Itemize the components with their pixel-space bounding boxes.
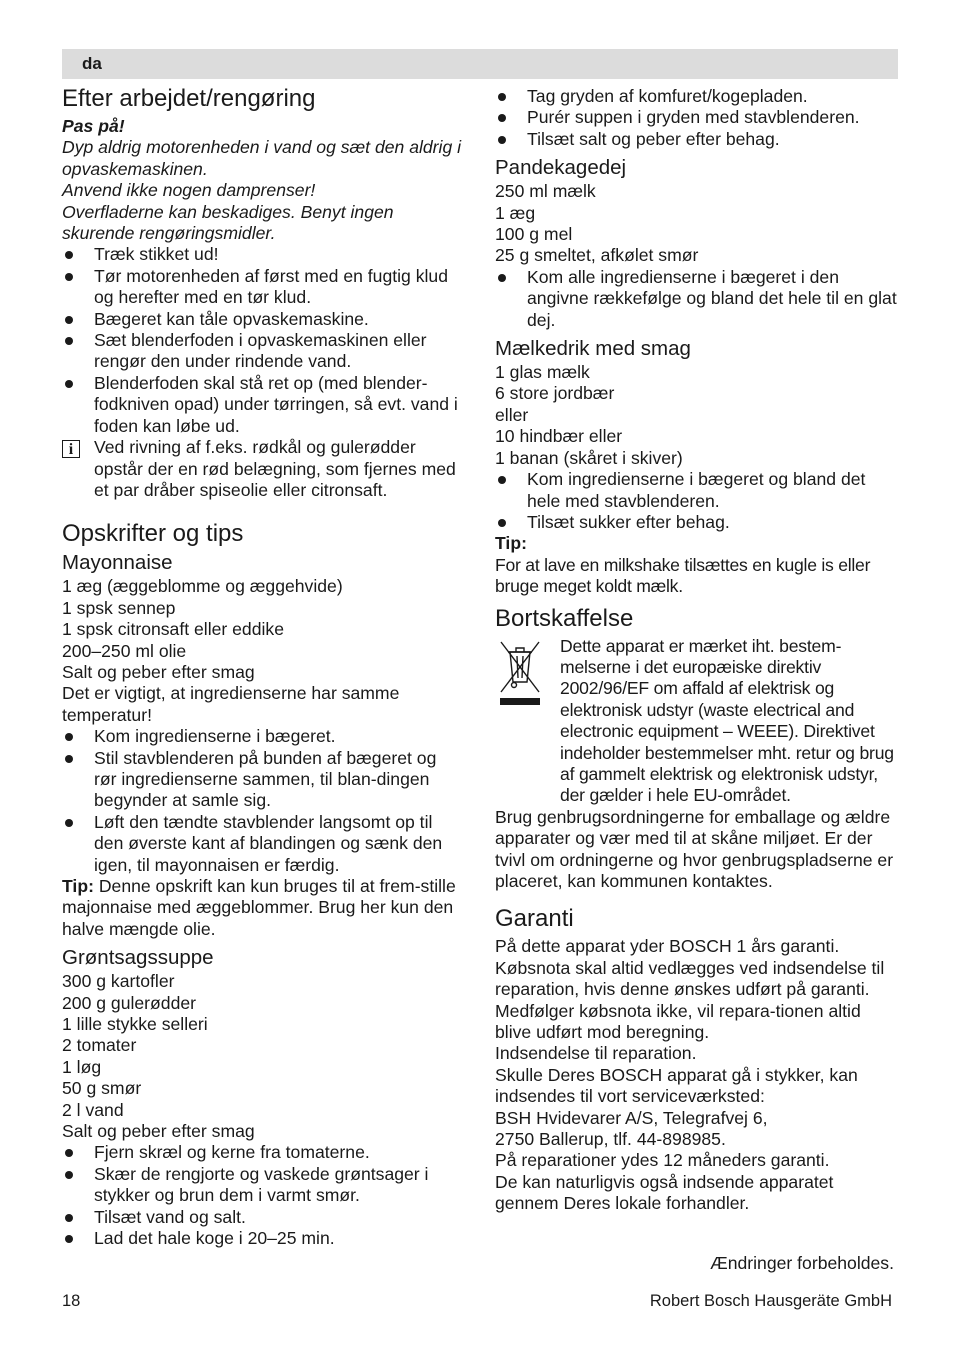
warning-line: Anvend ikke nogen damprenser! <box>62 180 316 201</box>
ingredient-line: Salt og peber efter smag <box>62 1121 255 1142</box>
ingredient-line: 1 spsk citronsaft eller eddike <box>62 619 284 640</box>
footer-company: Robert Bosch Hausgeräte GmbH <box>649 1292 892 1310</box>
info-note-text: Ved rivning af f.eks. rødkål og gulerødder opstår der en rød belægning, som fjernes med et par dråber spiseolie eller citronsaft. <box>94 437 456 500</box>
warranty-line: På reparationer ydes 12 måneders garanti. <box>495 1150 830 1171</box>
warranty-line: Skulle Deres BOSCH apparat gå i stykker, kan indsendes til vort serviceværksted: <box>495 1064 858 1107</box>
ingredient-line: 1 æg <box>495 202 536 223</box>
recipe-title-soup: Grøntsagssuppe <box>62 946 214 970</box>
info-note <box>62 437 462 501</box>
disposal-text: Dette apparat er mærket iht. bestem-melserne i det europæiske direktiv 2002/96/EF om affald af elektrisk og elektronisk udstyr (waste electrical and electronic equipment – WEEE). Direktivet indeholder bestemmelser mht. retur og brug af gammelt elektrisk og elektronisk udstyr, der gælder i hele EU-området. <box>560 635 894 806</box>
left-column <box>62 84 462 1250</box>
recipe-title-pancake: Pandekagedej <box>495 156 627 180</box>
ingredient-line: 25 g smeltet, afkølet smør <box>495 245 699 266</box>
recipe-title-mayonnaise: Mayonnaise <box>62 551 173 575</box>
list-item: Fjern skræl og kerne fra tomaterne. <box>62 1142 462 1163</box>
warning-line: Dyp aldrig motorenheden i vand og sæt den aldrig i opvaskemaskinen. <box>62 137 462 179</box>
info-i-icon: i <box>62 440 80 458</box>
ingredient-line: 1 æg (æggeblomme og æggehvide) <box>62 576 343 597</box>
list-item: Tør motorenheden af først med en fugtig klud og herefter med en tør klud. <box>62 266 462 309</box>
warranty-line: 2750 Ballerup, tlf. 44-898985. <box>495 1129 726 1150</box>
disposal-text-2: Brug genbrugsordningerne for emballage og ældre apparater og vær med til at skåne miljøet. Er der tvivl om ordningerne og hvor genbrugspladserne er placeret, kan kommunen kontaktes. <box>495 806 894 891</box>
ingredient-line: 50 g smør <box>62 1078 142 1099</box>
tip-text: Denne opskrift kan kun bruges til at frem-stille majonnaise med æggeblommer. Brug her kun den halve mængde olie. <box>62 876 456 939</box>
list-item: Tilsæt salt og peber efter behag. <box>495 129 900 150</box>
milkshake-steps <box>495 469 900 533</box>
tip-text: For at lave en milkshake tilsættes en kugle is eller bruge meget koldt mælk. <box>495 554 871 597</box>
ingredient-line: 6 store jordbær <box>495 383 615 404</box>
ingredient-line: 10 hindbær eller <box>495 426 623 447</box>
section-title-disposal: Bortskaffelse <box>495 604 634 632</box>
ingredient-line: 1 spsk sennep <box>62 597 176 618</box>
list-item: Stil stavblenderen på bunden af bægeret og rør ingredienserne sammen, til blan-dingen begynder at samle sig. <box>62 748 462 812</box>
warranty-line: På dette apparat yder BOSCH 1 års garanti. Købsnota skal altid vedlægges ved indsendelse til reparation, hvis denne ønskes udført på garanti. Medfølger købsnota ikke, vil repara-tionen altid blive udført mod beregning. <box>495 936 885 1043</box>
warranty-line: Indsendelse til reparation. <box>495 1043 697 1064</box>
list-item: Træk stikket ud! <box>62 244 462 265</box>
section-title-recipes: Opskrifter og tips <box>62 520 244 548</box>
list-item: Tilsæt vand og salt. <box>62 1207 462 1228</box>
language-bar <box>62 49 898 79</box>
list-item: Bægeret kan tåle opvaskemaskine. <box>62 309 462 330</box>
ingredient-line: Det er vigtigt, at ingredienserne har samme temperatur! <box>62 683 400 725</box>
list-item: Tag gryden af komfuret/kogepladen. <box>495 86 900 107</box>
warning-line: Overfladerne kan beskadiges. Benyt ingen skurende rengøringsmidler. <box>62 201 394 244</box>
cleaning-list <box>62 244 462 437</box>
tip-label: Tip: <box>62 876 94 896</box>
mayo-tip <box>62 876 462 940</box>
ingredient-line: 100 g mel <box>495 224 573 245</box>
recipe-title-milkshake: Mælkedrik med smag <box>495 337 691 361</box>
tip-label: Tip: <box>495 533 527 554</box>
ingredient-line: 1 løg <box>62 1056 102 1077</box>
list-item: Løft den tændte stavblender langsomt op til den øverste kant af blandingen og sænk den igen, til mayonnaisen er færdig. <box>62 812 462 876</box>
caution-label: Pas på! <box>62 116 125 136</box>
pancake-steps <box>495 267 900 331</box>
ingredient-line: eller <box>495 404 529 425</box>
ingredient-line: 1 banan (skåret i skiver) <box>495 447 683 468</box>
ingredient-line: 2 l vand <box>62 1099 124 1120</box>
ingredient-line: 2 tomater <box>62 1035 137 1056</box>
list-item: Purér suppen i gryden med stavblenderen. <box>495 107 900 128</box>
disposal-block <box>495 636 900 807</box>
section-title-after-use: Efter arbejdet/rengøring <box>62 85 316 112</box>
list-item: Blenderfoden skal stå ret op (med blender-fodkniven opad) under tørringen, så evt. vand i foden kan løbe ud. <box>62 373 462 437</box>
changes-notice: Ændringer forbeholdes. <box>710 1253 894 1273</box>
ingredient-line: 250 ml mælk <box>495 181 596 202</box>
list-item: Kom ingredienserne i bægeret. <box>62 726 462 747</box>
list-item: Sæt blenderfoden i opvaskemaskinen eller rengør den under rindende vand. <box>62 330 462 373</box>
list-item: Kom alle ingredienserne i bægeret i den angivne rækkefølge og bland det hele til en glat dej. <box>495 267 900 331</box>
soup-steps-continued <box>495 86 900 150</box>
language-label: da <box>82 54 102 73</box>
warranty-line: De kan naturligvis også indsende apparatet gennem Deres lokale forhandler. <box>495 1171 834 1214</box>
ingredient-line: 300 g kartofler <box>62 971 175 992</box>
ingredient-line: 200 g gulerødder <box>62 992 196 1013</box>
list-item: Lad det hale koge i 20–25 min. <box>62 1228 462 1249</box>
list-item: Skær de rengjorte og vaskede grøntsager i stykker og brun dem i varmt smør. <box>62 1164 462 1207</box>
mayo-steps <box>62 726 462 876</box>
warranty-line: BSH Hvidevarer A/S, Telegrafvej 6, <box>495 1107 768 1128</box>
list-item: Kom ingredienserne i bægeret og bland det hele med stavblenderen. <box>495 469 900 512</box>
section-title-warranty: Garanti <box>495 905 574 933</box>
ingredient-line: 200–250 ml olie <box>62 640 187 661</box>
right-column <box>495 86 900 1215</box>
ingredient-line: 1 glas mælk <box>495 362 590 383</box>
ingredient-line: 1 lille stykke selleri <box>62 1014 208 1035</box>
ingredient-line: Salt og peber efter smag <box>62 661 255 682</box>
list-item: Tilsæt sukker efter behag. <box>495 512 900 533</box>
page-number: 18 <box>62 1292 81 1310</box>
weee-crossed-bin-icon <box>497 638 543 706</box>
soup-steps <box>62 1142 462 1249</box>
